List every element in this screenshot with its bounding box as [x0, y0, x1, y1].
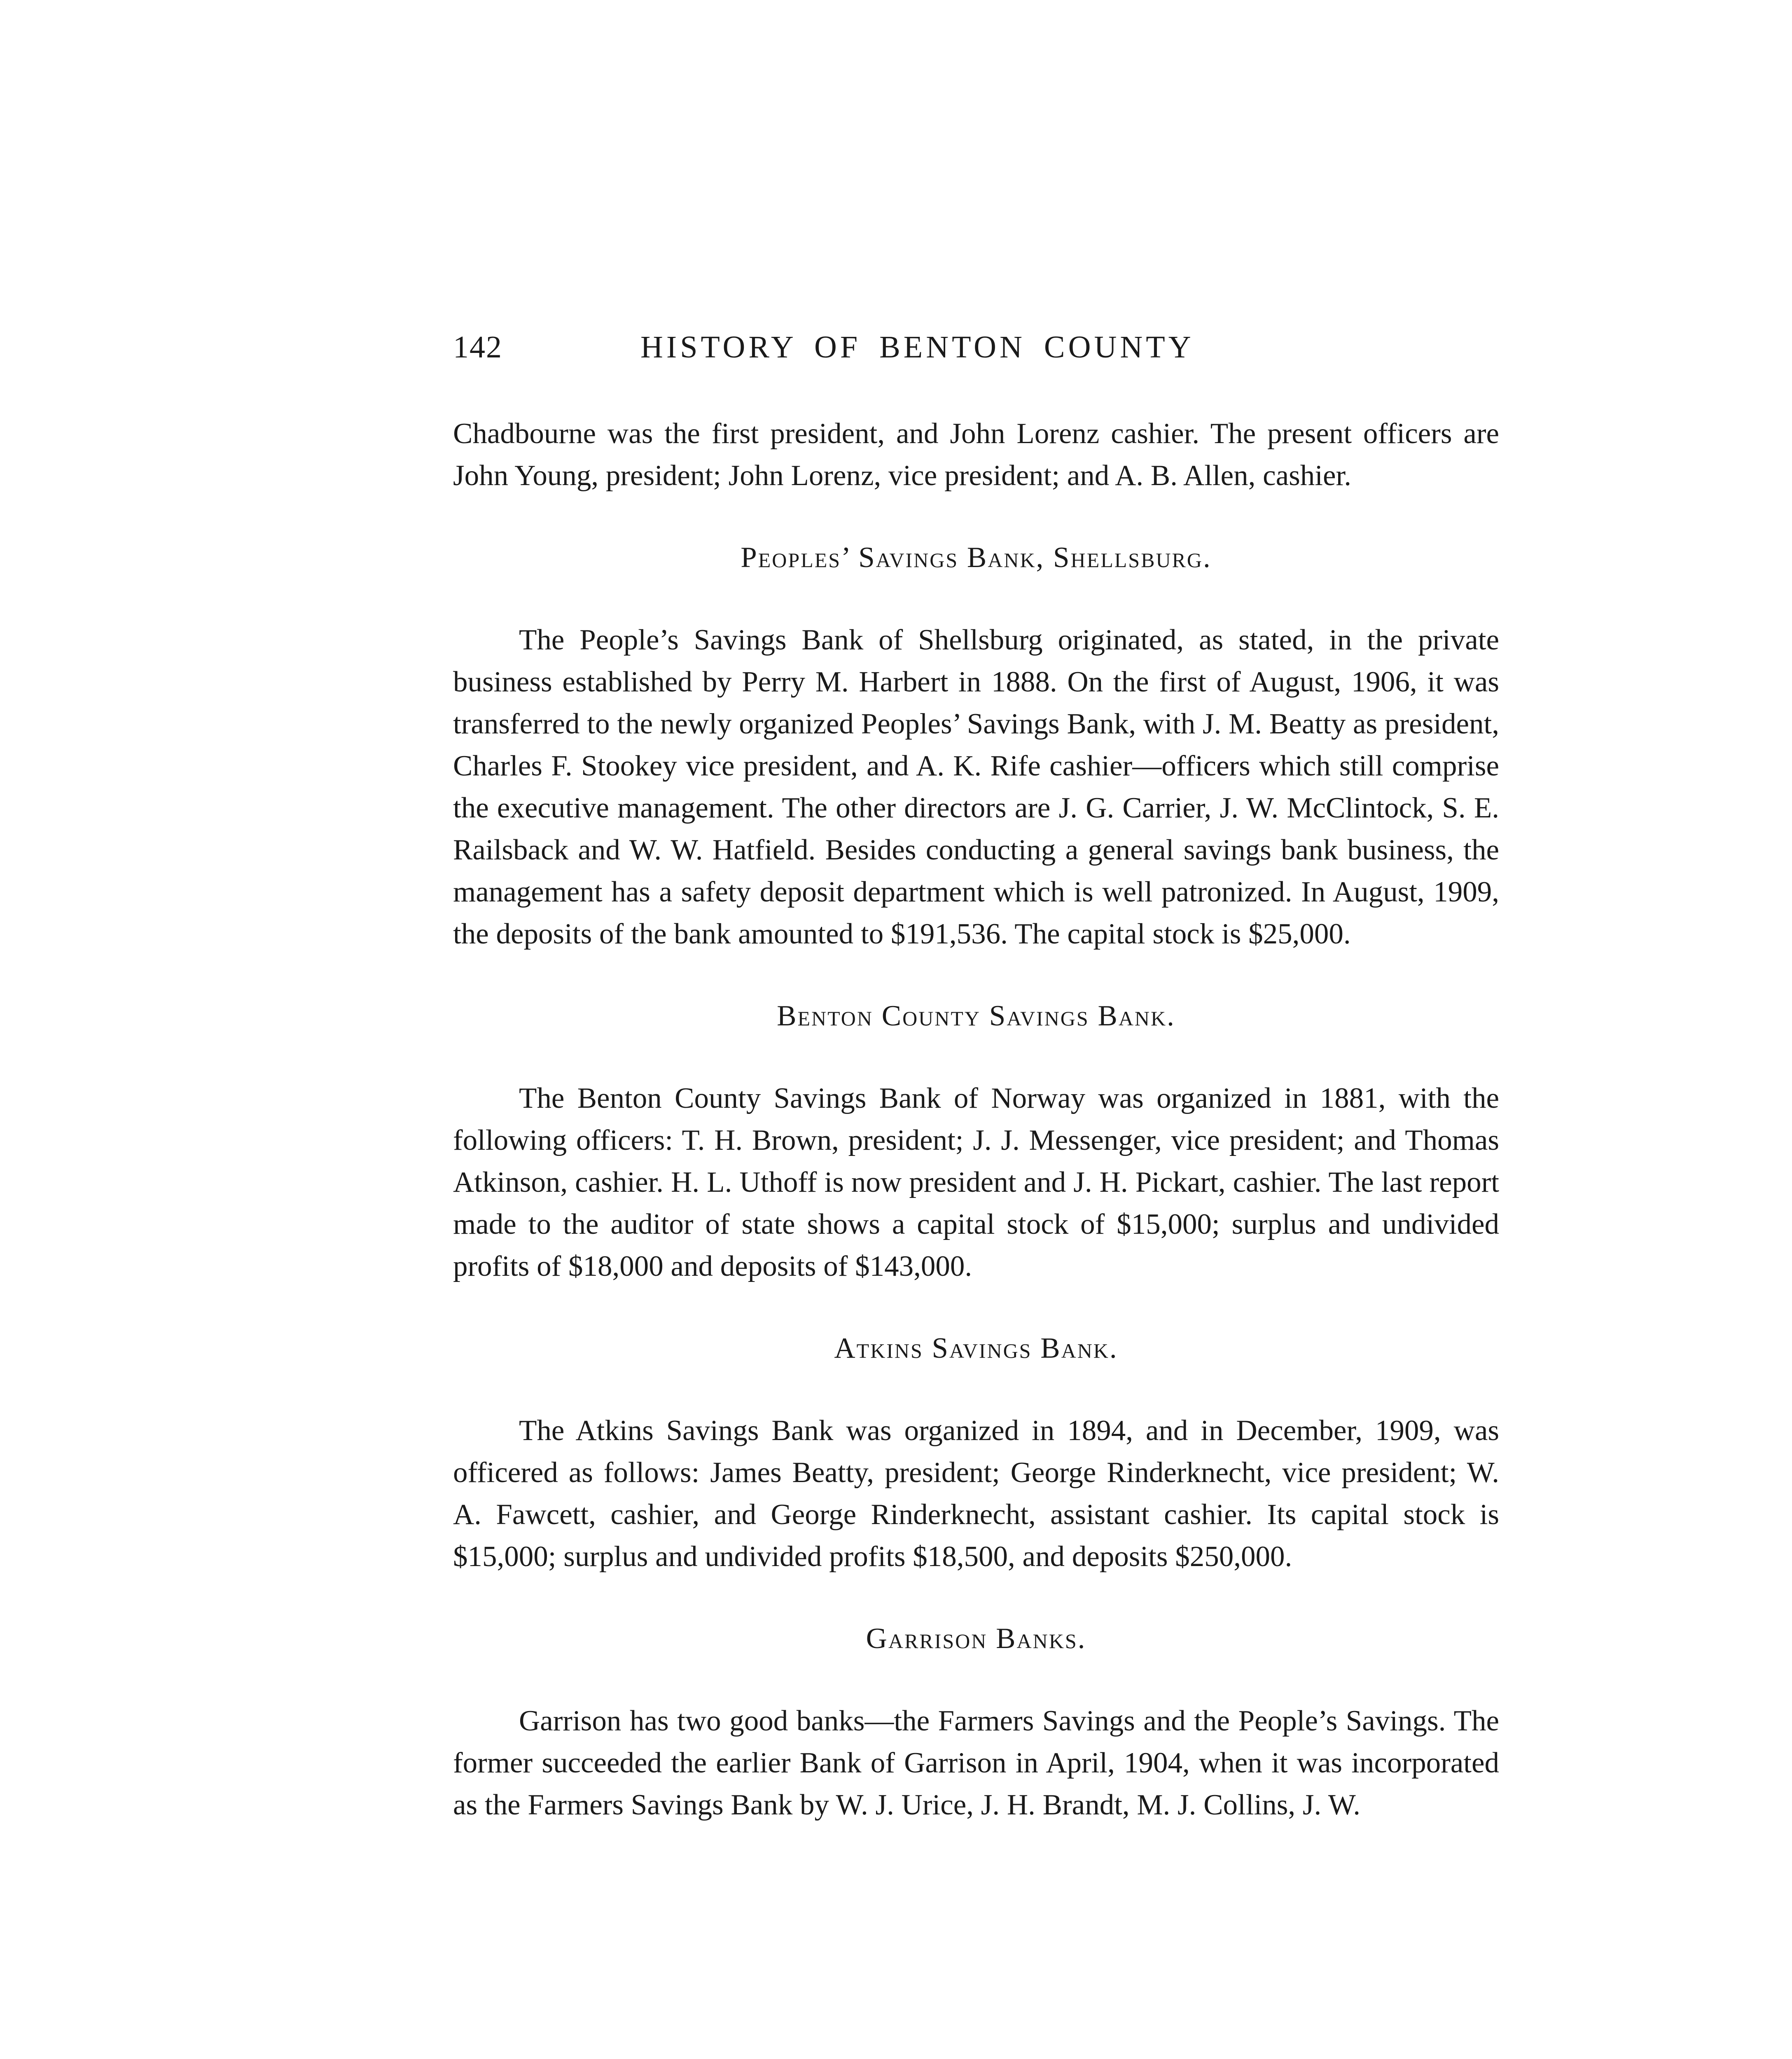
- section-heading-peoples-savings-bank: Peoples’ Savings Bank, Shellsburg.: [741, 542, 1212, 574]
- paragraph-benton-county-savings-bank: The Benton County Savings Bank of Norway was organized in 1881, with the following officers: T. H. Brown, president; J. J. Messenger, vice president; and Thomas Atkinson, cashier. H. L. Uthoff is now president and J. H. Pickart, cashier. The last report made to the auditor of state shows a capital stock of $15,000; surplus and undivided profits of $18,000 and deposits of $143,000.: [453, 1082, 1499, 1282]
- book-title: HISTORY OF BENTON COUNTY: [640, 330, 1194, 364]
- page-number: 142: [453, 330, 502, 364]
- intro-paragraph: Chadbourne was the first president, and John Lorenz cashier. The present officers are John Young, president; John Lorenz, vice president; and A. B. Allen, cashier.: [453, 418, 1499, 492]
- paragraph-garrison-banks: Garrison has two good banks—the Farmers Savings and the People’s Savings. The former succeeded the earlier Bank of Garrison in April, 1904, when it was incorporated as the Farmers Savings Bank by W. J. Urice, J. H. Brandt, M. J. Collins, J. W.: [453, 1705, 1499, 1821]
- section-heading-garrison-banks: Garrison Banks.: [866, 1622, 1086, 1655]
- section-heading-atkins-savings-bank: Atkins Savings Bank.: [834, 1332, 1118, 1364]
- section-heading-benton-county-savings-bank: Benton County Savings Bank.: [777, 1000, 1175, 1032]
- paragraph-atkins-savings-bank: The Atkins Savings Bank was organized in 1894, and in December, 1909, was officered as follows: James Beatty, president; George Rinderknecht, vice president; W. A. Fawcett, cashier, and George Rinderknecht, assistant cashier. Its capital stock is $15,000; surplus and undivided profits $18,500, and deposits $250,000.: [453, 1415, 1499, 1573]
- running-head: [453, 329, 1499, 375]
- body-text: [453, 413, 1499, 1826]
- paragraph-peoples-savings-bank: The People’s Savings Bank of Shellsburg originated, as stated, in the private business established by Perry M. Harbert in 1888. On the first of August, 1906, it was transferred to the newly organized Peoples’ Savings Bank, with J. M. Beatty as president, Charles F. Stookey vice president, and A. K. Rife cashier—officers which still comprise the executive management. The other directors are J. G. Carrier, J. W. McClintock, S. E. Railsback and W. W. Hatfield. Besides conducting a general savings bank business, the management has a safety deposit department which is well patronized. In August, 1909, the deposits of the bank amounted to $191,536. The capital stock is $25,000.: [453, 624, 1499, 950]
